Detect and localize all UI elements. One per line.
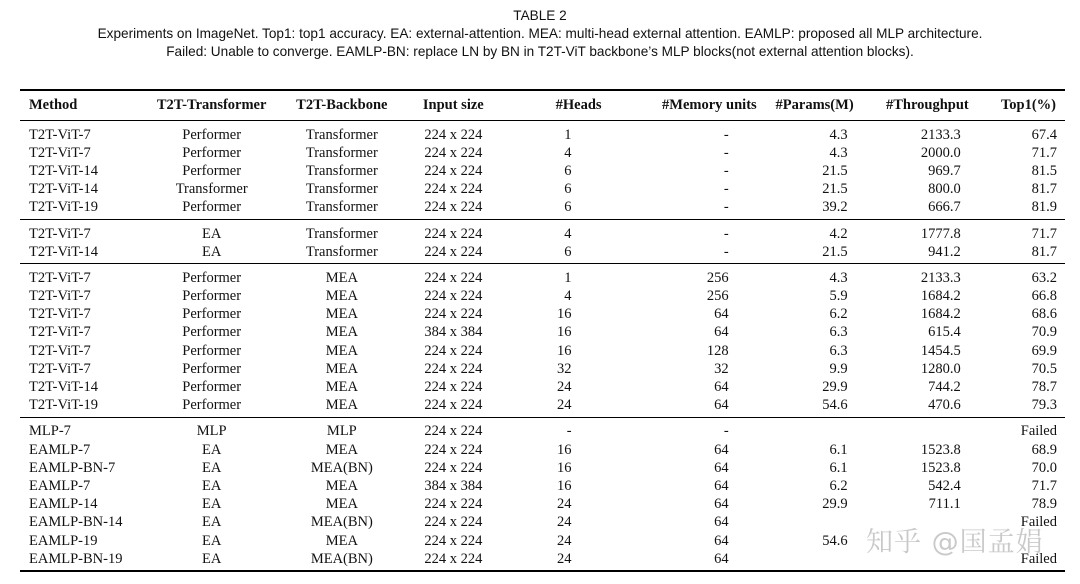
table-cell: MEA xyxy=(325,441,358,458)
table-cell: 224 x 224 xyxy=(424,342,483,359)
table-cell: T2T-ViT-7 xyxy=(29,324,91,341)
table-cell: 744.2 xyxy=(928,379,961,396)
table-cell: 4.3 xyxy=(829,126,848,143)
table-cell: - xyxy=(602,243,757,264)
table-row xyxy=(20,477,1065,495)
table-cell: Transformer xyxy=(175,181,248,198)
table-cell: 224 x 224 xyxy=(424,225,483,242)
table-cell: 64 xyxy=(714,441,729,458)
table-row xyxy=(20,441,1065,459)
table-cell: Performer xyxy=(182,144,242,161)
table-cell: 224 x 224 xyxy=(424,144,483,161)
table-cell: T2T-ViT-19 xyxy=(20,397,145,418)
table-cell: EA xyxy=(145,550,278,571)
table-cell: 24 xyxy=(557,532,572,549)
table-cell: T2T-ViT-7 xyxy=(29,225,91,242)
table-cell: 5.9 xyxy=(829,288,848,305)
table-cell: T2T-ViT-14 xyxy=(29,162,98,179)
table-cell: T2T-ViT-7 xyxy=(29,306,91,323)
table-cell: Performer xyxy=(182,324,242,341)
table-cell: 32 xyxy=(714,360,729,377)
table-cell: 224 x 224 xyxy=(424,441,483,458)
table-cell: 4.3 xyxy=(829,269,848,286)
table-cell: EA xyxy=(202,477,222,494)
table-cell: MEA xyxy=(325,379,358,396)
table-cell: Performer xyxy=(182,126,242,143)
column-header: Top1(%) xyxy=(969,90,1065,121)
table-row xyxy=(20,360,1065,378)
table-cell: 224 x 224 xyxy=(406,243,502,264)
table-cell: 224 x 224 xyxy=(424,532,483,549)
table-cell: 224 x 224 xyxy=(406,550,502,571)
table-cell xyxy=(757,550,854,571)
caption-line-2: Failed: Unable to converge. EAMLP-BN: replace LN by BN in T2T-ViT backbone’s MLP blocks(not external attention blocks). xyxy=(166,44,914,59)
table-cell: 1777.8 xyxy=(920,225,961,242)
table-cell: 24 xyxy=(501,397,601,418)
table-row xyxy=(20,264,1065,288)
table-row xyxy=(20,162,1065,180)
table-cell: 81.9 xyxy=(969,199,1065,220)
table-cell: 224 x 224 xyxy=(406,199,502,220)
table-cell: 224 x 224 xyxy=(424,360,483,377)
table-cell: 2000.0 xyxy=(920,144,961,161)
table-cell: 67.4 xyxy=(1031,126,1057,143)
table-cell: 4 xyxy=(564,144,572,161)
table-cell: 711.1 xyxy=(928,496,961,513)
table-cell: 615.4 xyxy=(928,324,961,341)
table-cell: - xyxy=(723,162,729,179)
column-header: T2T-Backbone xyxy=(278,90,405,121)
table-cell: 224 x 224 xyxy=(424,288,483,305)
results-table xyxy=(20,89,1065,572)
table-cell: 224 x 224 xyxy=(406,397,502,418)
table-cell: MEA(BN) xyxy=(278,550,405,571)
table-cell: 64 xyxy=(714,379,729,396)
table-row xyxy=(20,496,1065,514)
table-cell: EA xyxy=(202,459,222,476)
table-cell: T2T-ViT-14 xyxy=(29,181,98,198)
table-cell: 224 x 224 xyxy=(424,496,483,513)
table-cell: 224 x 224 xyxy=(424,269,483,286)
table-cell: 224 x 224 xyxy=(424,379,483,396)
table-cell: 6 xyxy=(501,243,601,264)
table-cell: 224 x 224 xyxy=(424,514,483,531)
table-cell: 224 x 224 xyxy=(424,181,483,198)
table-cell: 1454.5 xyxy=(920,342,961,359)
table-cell: 1 xyxy=(564,269,572,286)
table-cell: Transformer xyxy=(278,243,405,264)
table-cell: 54.6 xyxy=(822,532,848,549)
table-row xyxy=(20,459,1065,477)
table-cell: EA xyxy=(202,441,222,458)
table-cell: 21.5 xyxy=(757,243,854,264)
table-cell: 4 xyxy=(564,225,572,242)
table-cell: 9.9 xyxy=(829,360,848,377)
table-cell: Transformer xyxy=(305,126,378,143)
table-cell: 1684.2 xyxy=(920,306,961,323)
column-header: T2T-Transformer xyxy=(145,90,278,121)
table-cell: - xyxy=(602,199,757,220)
table-cell: 78.9 xyxy=(1031,496,1057,513)
table-cell: 68.9 xyxy=(1031,441,1057,458)
table-cell: - xyxy=(723,144,729,161)
table-cell: Transformer xyxy=(278,199,405,220)
table-cell: 1280.0 xyxy=(920,360,961,377)
table-cell: 224 x 224 xyxy=(424,126,483,143)
table-cell: T2T-ViT-7 xyxy=(29,144,91,161)
table-cell: 224 x 224 xyxy=(424,459,483,476)
table-cell: Performer xyxy=(182,269,242,286)
table-cell: EAMLP-BN-14 xyxy=(29,514,123,531)
column-header: Input size xyxy=(406,90,502,121)
caption-line-1: Experiments on ImageNet. Top1: top1 accuracy. EA: external-attention. MEA: multi-head external attention. EAMLP: proposed all MLP architecture. xyxy=(97,26,983,41)
table-cell: T2T-ViT-7 xyxy=(29,360,91,377)
table-cell: MEA xyxy=(278,397,405,418)
table-cell: 71.7 xyxy=(1031,144,1057,161)
table-cell: 256 xyxy=(706,269,729,286)
table-cell: 256 xyxy=(706,288,729,305)
table-cell: Transformer xyxy=(305,162,378,179)
table-cell: 64 xyxy=(714,477,729,494)
table-cell: 81.7 xyxy=(1031,181,1057,198)
table-row xyxy=(20,397,1065,418)
table-cell: 70.0 xyxy=(1031,459,1057,476)
table-cell: 21.5 xyxy=(822,181,848,198)
table-cell: 64 xyxy=(714,459,729,476)
table-cell: Transformer xyxy=(305,144,378,161)
table-cell: 16 xyxy=(557,324,572,341)
table-cell: 24 xyxy=(557,379,572,396)
table-cell: - xyxy=(723,181,729,198)
table-cell: MEA xyxy=(325,324,358,341)
table-cell: 4.2 xyxy=(829,225,848,242)
table-cell: MEA xyxy=(325,360,358,377)
table-cell: 6.3 xyxy=(829,324,848,341)
table-cell: - xyxy=(723,126,729,143)
table-cell: EA xyxy=(202,225,222,242)
table-row xyxy=(20,219,1065,243)
table-cell: 79.3 xyxy=(969,397,1065,418)
table-cell: MEA xyxy=(325,288,358,305)
table-cell: 6.2 xyxy=(829,306,848,323)
table-cell: MLP xyxy=(326,423,357,440)
table-cell: 1684.2 xyxy=(920,288,961,305)
table-cell: EAMLP-BN-19 xyxy=(20,550,145,571)
table-cell: 81.7 xyxy=(969,243,1065,264)
table-cell: 16 xyxy=(557,306,572,323)
table-cell: 969.7 xyxy=(928,162,961,179)
table-cell: - xyxy=(723,423,729,440)
table-cell: EAMLP-14 xyxy=(29,496,98,513)
table-cell: EAMLP-7 xyxy=(29,477,91,494)
table-cell: T2T-ViT-19 xyxy=(20,199,145,220)
table-cell: T2T-ViT-14 xyxy=(20,243,145,264)
table-cell: MEA xyxy=(325,477,358,494)
table-cell: Failed xyxy=(1020,423,1057,440)
table-row xyxy=(20,181,1065,199)
table-cell: 70.5 xyxy=(1031,360,1057,377)
table-cell: Failed xyxy=(1020,514,1057,531)
table-cell: 16 xyxy=(557,342,572,359)
table-cell: Performer xyxy=(182,342,242,359)
table-row xyxy=(20,288,1065,306)
table-cell xyxy=(757,514,854,532)
table-cell: - xyxy=(723,225,729,242)
table-cell: MEA xyxy=(325,269,358,286)
table-cell: MEA xyxy=(325,496,358,513)
table-cell: 69.9 xyxy=(1031,342,1057,359)
table-cell: 6.3 xyxy=(829,342,848,359)
table-cell: 64 xyxy=(602,397,757,418)
table-cell: 1523.8 xyxy=(920,459,961,476)
table-cell: Performer xyxy=(182,288,242,305)
table-row xyxy=(20,417,1065,441)
table-cell: Performer xyxy=(182,360,242,377)
table-cell: Performer xyxy=(145,199,278,220)
table-caption xyxy=(0,7,1080,61)
table-cell: EA xyxy=(202,514,222,531)
table-cell: 68.6 xyxy=(1031,306,1057,323)
table-cell: MEA(BN) xyxy=(310,514,373,531)
table-cell: MLP xyxy=(196,423,227,440)
table-body xyxy=(20,121,1065,572)
table-row xyxy=(20,144,1065,162)
table-row xyxy=(20,342,1065,360)
table-cell: 941.2 xyxy=(854,243,969,264)
table-cell: 24 xyxy=(501,550,601,571)
column-header: #Throughput xyxy=(854,90,969,121)
table-cell: T2T-ViT-7 xyxy=(29,126,91,143)
table-cell: Performer xyxy=(145,397,278,418)
header-row xyxy=(20,90,1065,121)
watermark: 知乎 @国孟娟 xyxy=(866,527,1044,558)
table-cell: 66.8 xyxy=(1031,288,1057,305)
table-cell: 6.2 xyxy=(829,477,848,494)
table-cell: MEA xyxy=(325,532,358,549)
table-cell: 24 xyxy=(557,514,572,531)
column-header: #Params(M) xyxy=(757,90,854,121)
table-cell: EAMLP-19 xyxy=(29,532,98,549)
table-cell: Performer xyxy=(182,306,242,323)
table-cell: 224 x 224 xyxy=(424,423,483,440)
table-cell: 78.7 xyxy=(1031,379,1057,396)
table-cell: MEA xyxy=(325,342,358,359)
table-cell: 16 xyxy=(557,477,572,494)
table-cell: MEA(BN) xyxy=(310,459,373,476)
table-cell: T2T-ViT-14 xyxy=(29,379,98,396)
table-cell: EA xyxy=(145,243,278,264)
table-cell: MEA xyxy=(325,306,358,323)
table-cell: 542.4 xyxy=(928,477,961,494)
table-cell: 64 xyxy=(714,324,729,341)
table-cell: Performer xyxy=(182,162,242,179)
table-cell: Transformer xyxy=(305,225,378,242)
table-cell: 32 xyxy=(557,360,572,377)
table-cell: 800.0 xyxy=(928,181,961,198)
table-cell: 16 xyxy=(557,441,572,458)
table-cell: 2133.3 xyxy=(920,269,961,286)
table-cell: MLP-7 xyxy=(29,423,71,440)
table-cell xyxy=(854,417,969,441)
table-cell: 224 x 224 xyxy=(424,306,483,323)
table-cell: 21.5 xyxy=(822,162,848,179)
table-cell: 16 xyxy=(557,459,572,476)
table-cell: T2T-ViT-7 xyxy=(29,269,91,286)
table-cell: 4.3 xyxy=(829,144,848,161)
column-header: #Heads xyxy=(501,90,601,121)
table-row xyxy=(20,243,1065,264)
table-cell: 81.5 xyxy=(1031,162,1057,179)
table-cell: 71.7 xyxy=(1031,225,1057,242)
table-cell: 6 xyxy=(501,199,601,220)
table-cell: EAMLP-7 xyxy=(29,441,91,458)
table-number: TABLE 2 xyxy=(513,8,567,23)
table-cell: 64 xyxy=(714,514,729,531)
table-cell: 63.2 xyxy=(1031,269,1057,286)
table-cell: 384 x 384 xyxy=(424,477,483,494)
table-cell: EA xyxy=(202,496,222,513)
table-cell: T2T-ViT-7 xyxy=(29,288,91,305)
table-cell: 6 xyxy=(564,162,572,179)
table-cell: 6.1 xyxy=(829,441,848,458)
table-cell: 54.6 xyxy=(757,397,854,418)
table-cell: 1 xyxy=(564,126,572,143)
table-cell: 1523.8 xyxy=(920,441,961,458)
table-cell: 224 x 224 xyxy=(424,162,483,179)
table-cell: EAMLP-BN-7 xyxy=(29,459,116,476)
table-cell: 64 xyxy=(602,550,757,571)
table-cell: 71.7 xyxy=(1031,477,1057,494)
column-header: #Memory units xyxy=(602,90,757,121)
table-cell: EA xyxy=(202,532,222,549)
table-cell: 64 xyxy=(714,496,729,513)
column-header: Method xyxy=(20,90,145,121)
table-row xyxy=(20,121,1065,145)
table-cell: 64 xyxy=(714,532,729,549)
table-cell: 70.9 xyxy=(1031,324,1057,341)
table-cell: 24 xyxy=(557,496,572,513)
table-cell: 128 xyxy=(706,342,729,359)
table-cell: 384 x 384 xyxy=(424,324,483,341)
table-cell: Performer xyxy=(182,379,242,396)
table-cell: 39.2 xyxy=(757,199,854,220)
table-cell: 64 xyxy=(714,306,729,323)
table-row xyxy=(20,378,1065,396)
table-cell: - xyxy=(566,423,572,440)
table-row xyxy=(20,306,1065,324)
table-cell: 29.9 xyxy=(822,496,848,513)
table-cell: 2133.3 xyxy=(920,126,961,143)
table-row xyxy=(20,324,1065,342)
table-cell: 6 xyxy=(564,181,572,198)
table-cell: 6.1 xyxy=(829,459,848,476)
table-cell: 666.7 xyxy=(854,199,969,220)
table-cell: 4 xyxy=(564,288,572,305)
table-cell xyxy=(757,417,854,441)
table-cell: 470.6 xyxy=(854,397,969,418)
table-cell: Failed xyxy=(969,550,1065,571)
table-cell: 29.9 xyxy=(822,379,848,396)
table-row xyxy=(20,199,1065,220)
table-cell: T2T-ViT-7 xyxy=(29,342,91,359)
table-cell: Transformer xyxy=(305,181,378,198)
